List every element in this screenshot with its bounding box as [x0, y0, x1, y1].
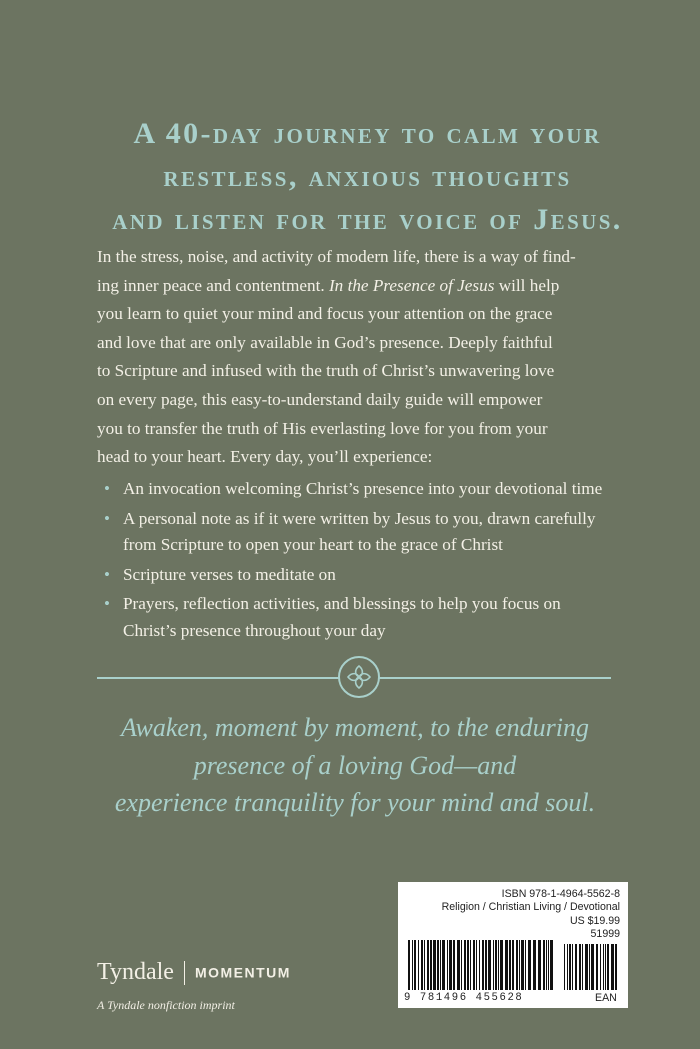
feature-text: from Scripture to open your heart to the grace of Christ [123, 535, 503, 554]
tagline [60, 709, 650, 822]
category-text: Religion / Christian Living / Devotional [441, 901, 620, 913]
barcode-bar [550, 940, 553, 990]
barcode-bar [488, 940, 491, 990]
barcode-bar [447, 940, 448, 990]
barcode-bar [479, 940, 480, 990]
barcode-bar [596, 944, 598, 990]
barcode-bar [575, 944, 577, 990]
headline-line: and listen for the voice of Jesus. [112, 203, 623, 236]
barcode-bar [453, 940, 455, 990]
description [97, 243, 642, 472]
book-title: In the Presence of Jesus [328, 275, 495, 295]
barcode-bar [408, 940, 410, 990]
barcode-bar [495, 940, 497, 990]
description-line: on every page, this easy-to-understand daily guide will empower [97, 389, 543, 409]
barcode-bar [464, 940, 466, 990]
imprint-name: MOMENTUM [194, 964, 291, 981]
barcode-bar [412, 940, 413, 990]
tagline-line: presence of a loving God—and [193, 750, 517, 780]
description-line: In the stress, noise, and activity of modern life, there is a way of find- [97, 247, 576, 266]
feature-list-item [97, 591, 657, 644]
barcode-bar [498, 940, 499, 990]
barcode-bar [512, 940, 514, 990]
feature-text: Christ’s presence throughout your day [123, 620, 386, 640]
description-fragment: ing inner peace and contentment. [97, 275, 329, 295]
feature-list [97, 476, 657, 647]
feature-list-item [97, 562, 657, 589]
description-line [97, 272, 642, 301]
barcode-bar [430, 940, 432, 990]
barcode-bar [414, 940, 416, 990]
barcode-bars [404, 940, 622, 992]
barcode-bar [538, 940, 541, 990]
barcode-bar [600, 944, 601, 990]
logo-divider [184, 961, 185, 985]
feature-text: An invocation welcoming Christ’s presence into your devotional time [123, 479, 603, 498]
barcode-bar [449, 940, 452, 990]
barcode-bar [543, 940, 545, 990]
barcode-bar [485, 940, 487, 990]
barcode-bar [572, 944, 573, 990]
description-line: you to transfer the truth of His everlasting love for you from your [97, 418, 548, 438]
barcode-bar [442, 940, 445, 990]
barcode-bar [493, 940, 494, 990]
barcode-bar [603, 944, 604, 990]
barcode-bar [505, 940, 508, 990]
barcode-bar [482, 940, 484, 990]
ean-label: EAN [595, 992, 617, 1004]
barcode-bar [421, 940, 423, 990]
barcode-bar [546, 940, 547, 990]
barcode-bar [509, 940, 511, 990]
barcode-bar [569, 944, 571, 990]
leaf-ornament-icon [338, 656, 380, 698]
bullet-dot-icon: • [104, 508, 110, 528]
description-line: to Scripture and infused with the truth of Christ’s unwavering love [97, 361, 555, 381]
barcode-bar [427, 940, 429, 990]
price-text: US $19.99 [569, 915, 620, 927]
feature-list-item [97, 476, 657, 503]
barcode-bar [424, 940, 425, 990]
barcode-bar [615, 944, 617, 990]
price-code-text: 51999 [590, 928, 620, 940]
tagline-line: Awaken, moment by moment, to the enduring [121, 713, 589, 742]
barcode-bar [533, 940, 536, 990]
barcode-bar [457, 940, 460, 990]
barcode-panel [398, 882, 628, 1008]
barcode-bar [519, 940, 520, 990]
bullet-dot-icon: • [104, 564, 110, 584]
barcode-bar [582, 944, 583, 990]
isbn-text: ISBN 978-1-4964-5562-8 [501, 888, 620, 900]
barcode-bar [525, 940, 526, 990]
barcode-bar [564, 944, 565, 990]
feature-list-item [97, 506, 657, 559]
barcode-bar [500, 940, 503, 990]
description-fragment: will help [494, 275, 560, 295]
barcode-bar [418, 940, 419, 990]
barcode-bar [521, 940, 524, 990]
headline-line: A 40-day journey to calm your [133, 117, 602, 150]
barcode-bar [440, 940, 441, 990]
barcode-bar [437, 940, 439, 990]
publisher-logo [97, 959, 291, 991]
barcode-bar [470, 940, 471, 990]
barcode-bar [589, 944, 590, 990]
barcode-bar [567, 944, 568, 990]
barcode-bar [548, 940, 549, 990]
barcode-bar [461, 940, 462, 990]
feature-text: A personal note as if it were written by Jesus to you, drawn carefully [123, 508, 596, 528]
imprint-tagline: A Tyndale nonfiction imprint [97, 998, 235, 1012]
barcode-bar [516, 940, 518, 990]
barcode-bar [611, 944, 614, 990]
feature-text: Scripture verses to meditate on [123, 564, 336, 584]
description-line: you learn to quiet your mind and focus your attention on the grace [97, 304, 553, 324]
tagline-line: experience tranquility for your mind and soul. [114, 788, 596, 817]
barcode-bar [605, 944, 606, 990]
barcode-bar [528, 940, 531, 990]
barcode-digits: 9 781496 455628 [404, 992, 524, 1004]
bullet-dot-icon: • [104, 594, 110, 613]
barcode-bar [473, 940, 475, 990]
barcode-bar [433, 940, 436, 990]
bullet-dot-icon: • [104, 479, 110, 498]
barcode-bar [579, 944, 581, 990]
barcode-bar [476, 940, 477, 990]
description-line: head to your heart. Every day, you’ll experience: [97, 447, 433, 467]
feature-text: Prayers, reflection activities, and blessings to help you focus on [123, 594, 561, 613]
description-line: and love that are only available in God’s presence. Deeply faithful [97, 332, 553, 352]
barcode-bar [607, 944, 609, 990]
publisher-name: Tyndale [97, 959, 174, 985]
headline-line: restless, anxious thoughts [163, 160, 572, 193]
headline [60, 112, 675, 241]
barcode-bar [467, 940, 469, 990]
barcode-bar [591, 944, 594, 990]
barcode-bar [585, 944, 588, 990]
